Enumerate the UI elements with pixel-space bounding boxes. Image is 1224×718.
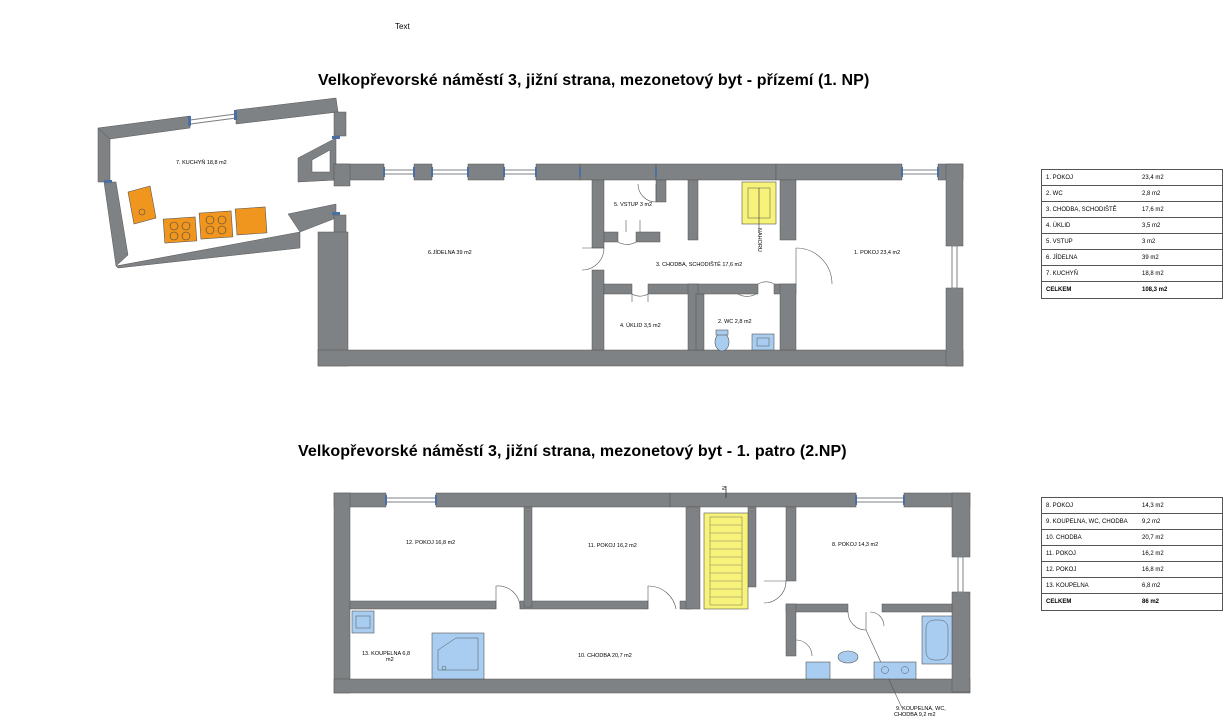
room-label-storage: 4. ÚKLID 3,5 m2 bbox=[620, 323, 661, 329]
room-label-entrance: 5. VSTUP 3 m2 bbox=[614, 202, 653, 208]
area-table-area: 18,8 m2 bbox=[1138, 266, 1223, 282]
stairs-up-label: NAHORU bbox=[756, 228, 762, 252]
area-table-area: 3 m2 bbox=[1138, 234, 1223, 250]
area-table-area: 16,8 m2 bbox=[1138, 562, 1223, 578]
area-table-room: 4. ÚKLID bbox=[1042, 218, 1139, 234]
area-table-row bbox=[1042, 234, 1223, 250]
area-table-row bbox=[1042, 266, 1223, 282]
kitchen-sink bbox=[128, 186, 156, 224]
floor1-area-table bbox=[1041, 169, 1223, 299]
area-table-total-row bbox=[1042, 594, 1223, 611]
area-table-room: 5. VSTUP bbox=[1042, 234, 1139, 250]
area-table-room: 3. CHODBA, SCHODIŠTĚ bbox=[1042, 202, 1139, 218]
area-table-area: 39 m2 bbox=[1138, 250, 1223, 266]
area-table-room: 2. WC bbox=[1042, 186, 1139, 202]
floor1-stairs bbox=[742, 182, 776, 230]
area-table-area: 3,5 m2 bbox=[1138, 218, 1223, 234]
room-label-corridor10: 10. CHODBA 20,7 m2 bbox=[578, 653, 632, 659]
area-table-row bbox=[1042, 514, 1223, 530]
area-table-row bbox=[1042, 170, 1223, 186]
area-table-room: 1. POKOJ bbox=[1042, 170, 1139, 186]
area-table-area: 16,2 m2 bbox=[1138, 546, 1223, 562]
floor1-window-frames bbox=[104, 110, 939, 215]
room-label-wc: 2. WC 2,8 m2 bbox=[718, 319, 752, 325]
area-table-row bbox=[1042, 562, 1223, 578]
area-table-area: 6,8 m2 bbox=[1138, 578, 1223, 594]
area-table-row bbox=[1042, 250, 1223, 266]
area-table-total-label: CELKEM bbox=[1042, 282, 1139, 299]
room-label-kitchen: 7. KUCHYŇ 18,8 m2 bbox=[176, 160, 227, 166]
area-table-row bbox=[1042, 498, 1223, 514]
area-table-area: 9,2 m2 bbox=[1138, 514, 1223, 530]
room-label-bathroom9: 9. KOUPELNA, WC, bbox=[896, 706, 946, 712]
area-table-room: 12. POKOJ bbox=[1042, 562, 1139, 578]
room-label-room12: 12. POKOJ 16,8 m2 bbox=[406, 540, 456, 546]
area-table-total-value: 86 m2 bbox=[1138, 594, 1223, 611]
area-table-row bbox=[1042, 546, 1223, 562]
area-table-row bbox=[1042, 202, 1223, 218]
room-label-bathroom13-unit: m2 bbox=[386, 657, 394, 663]
floor1-washbasin bbox=[752, 334, 774, 350]
floor1-title: Velkopřevorské náměstí 3, jižní strana, mezonetový byt - přízemí (1. NP) bbox=[318, 72, 870, 89]
kitchen-stove bbox=[163, 207, 267, 243]
area-table-row bbox=[1042, 578, 1223, 594]
floor1-windows bbox=[190, 114, 957, 288]
area-table-area: 14,3 m2 bbox=[1138, 498, 1223, 514]
floor2-area-table bbox=[1041, 497, 1223, 611]
room-label-corridor: 3. CHODBA, SCHODIŠTĚ 17,6 m2 bbox=[656, 262, 743, 268]
room-label-bathroom9-line2: CHODBA 9,2 m2 bbox=[894, 712, 936, 718]
area-table-room: 13. KOUPELNA bbox=[1042, 578, 1139, 594]
area-table-total-value: 108,3 m2 bbox=[1138, 282, 1223, 299]
floor2-stairs-label: N bbox=[720, 486, 726, 490]
area-table-room: 7. KUCHYŇ bbox=[1042, 266, 1139, 282]
area-table-room: 8. POKOJ bbox=[1042, 498, 1139, 514]
area-table-row bbox=[1042, 186, 1223, 202]
area-table-total-row bbox=[1042, 282, 1223, 299]
area-table-total-label: CELKEM bbox=[1042, 594, 1139, 611]
room-label-room8: 8. POKOJ 14,3 m2 bbox=[832, 542, 879, 548]
area-table-area: 23,4 m2 bbox=[1138, 170, 1223, 186]
area-table-room: 10. CHODBA bbox=[1042, 530, 1139, 546]
room-label-bathroom13: 13. KOUPELNA 6,8 bbox=[362, 651, 410, 657]
area-table-area: 17,6 m2 bbox=[1138, 202, 1223, 218]
room-label-room1: 1. POKOJ 23,4 m2 bbox=[854, 250, 901, 256]
room-label-room11: 11. POKOJ 16,2 m2 bbox=[588, 543, 637, 549]
area-table-area: 2,8 m2 bbox=[1138, 186, 1223, 202]
area-table-room: 9. KOUPELNA, WC, CHODBA bbox=[1042, 514, 1139, 530]
room-label-dining: 6.JÍDELNA 39 m2 bbox=[428, 250, 472, 256]
area-table-room: 6. JÍDELNA bbox=[1042, 250, 1139, 266]
area-table-area: 20,7 m2 bbox=[1138, 530, 1223, 546]
area-table-room: 11. POKOJ bbox=[1042, 546, 1139, 562]
area-table-row bbox=[1042, 218, 1223, 234]
area-table-row bbox=[1042, 530, 1223, 546]
stray-text-label: Text bbox=[395, 22, 410, 31]
floor1-toilet bbox=[715, 330, 729, 351]
floor2-title: Velkopřevorské náměstí 3, jižní strana, mezonetový byt - 1. patro (2.NP) bbox=[298, 443, 847, 460]
